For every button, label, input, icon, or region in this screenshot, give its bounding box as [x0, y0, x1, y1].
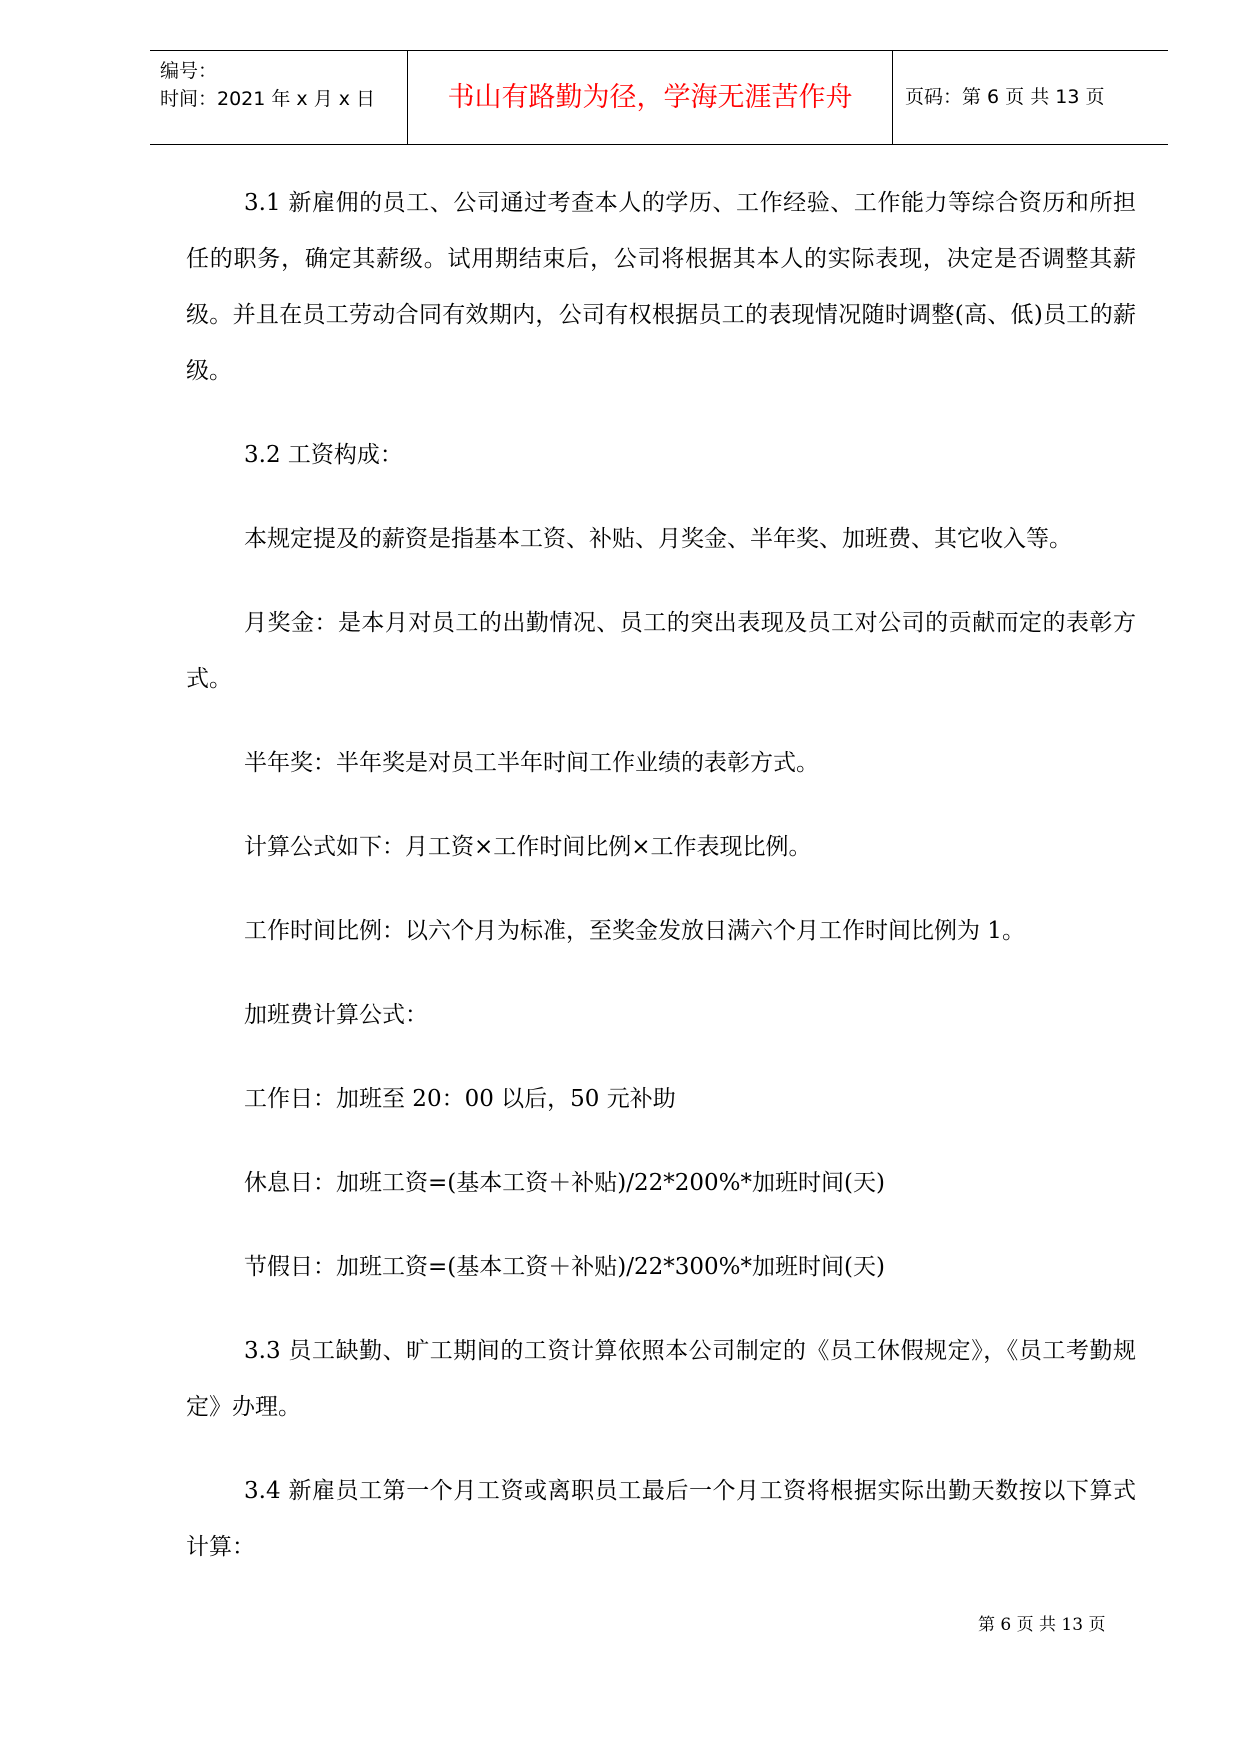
paragraph-overtime-workday: 工作日：加班至 20：00 以后，50 元补助 — [244, 1086, 676, 1112]
paragraph-3-1: 3.1 新雇佣的员工、公司通过考查本人的学历、工作经验、工作能力等综合资历和所担任的职务，确定其薪级。试用期结束后，公司将根据其本人的实际表现，决定是否调整其薪级。并且在员工劳动合同有效期内，公司有权根据员工的表现情况随时调整(高、低)员工的薪级。 — [186, 190, 1136, 384]
paragraph-overtime-holiday: 节假日：加班工资=(基本工资＋补贴)/22*300%*加班时间(天) — [244, 1254, 885, 1280]
header-page-number: 页码：第 6 页 共 13 页 — [905, 86, 1105, 108]
paragraph-overtime-heading: 加班费计算公式： — [244, 1002, 428, 1028]
paragraph-bonus-formula: 计算公式如下：月工资×工作时间比例×工作表现比例。 — [244, 834, 812, 860]
paragraph-3-3: 3.3 员工缺勤、旷工期间的工资计算依照本公司制定的《员工休假规定》，《员工考勤规定》办理。 — [186, 1338, 1136, 1420]
paragraph-monthly-bonus: 月奖金：是本月对员工的出勤情况、员工的突出表现及员工对公司的贡献而定的表彰方式。 — [186, 610, 1136, 692]
page-footer: 第 6 页 共 13 页 — [978, 1615, 1106, 1635]
document-time-label: 时间：2021 年 x 月 x 日 — [160, 88, 376, 110]
paragraph-time-ratio: 工作时间比例：以六个月为标准，至奖金发放日满六个月工作时间比例为 1。 — [244, 918, 1025, 944]
document-body — [186, 175, 1136, 1603]
paragraph-3-4: 3.4 新雇员工第一个月工资或离职员工最后一个月工资将根据实际出勤天数按以下算式计算： — [186, 1478, 1136, 1560]
page-header — [150, 50, 1168, 145]
paragraph-overtime-restday: 休息日：加班工资=(基本工资＋补贴)/22*200%*加班时间(天) — [244, 1170, 885, 1196]
paragraph-half-year-bonus: 半年奖：半年奖是对员工半年时间工作业绩的表彰方式。 — [244, 750, 819, 776]
header-motto: 书山有路勤为径，学海无涯苦作舟 — [447, 82, 853, 113]
paragraph-3-2-heading: 3.2 工资构成： — [244, 442, 403, 468]
header-divider-right — [892, 51, 893, 144]
document-number-label: 编号： — [160, 60, 218, 82]
paragraph-salary-scope: 本规定提及的薪资是指基本工资、补贴、月奖金、半年奖、加班费、其它收入等。 — [244, 526, 1072, 552]
header-meta — [160, 57, 410, 113]
